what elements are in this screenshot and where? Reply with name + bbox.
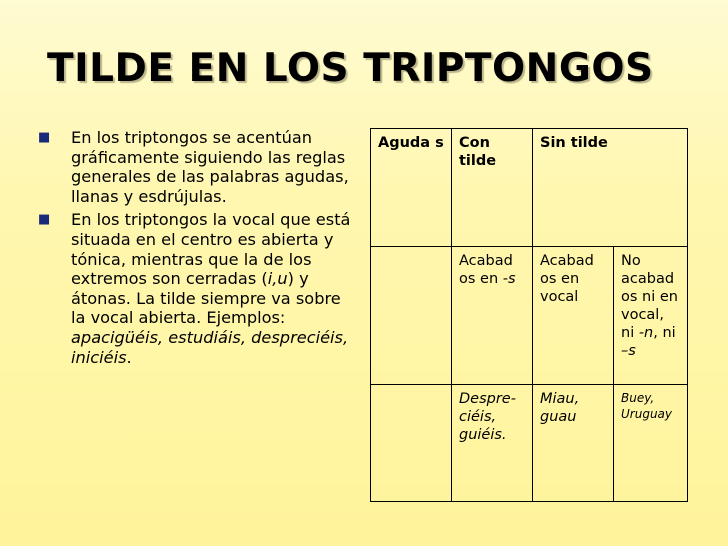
table-row [371, 247, 688, 385]
square-bullet-icon [38, 213, 50, 226]
cell-text-italic: Buey, Uruguay [621, 391, 672, 421]
cell-text-italic: -n [638, 325, 654, 341]
cell-text-italic: Despre- ciéis, guiéis. [459, 391, 516, 443]
bullet-2-text-part2: ) y átonas. La tilde siempre va sobre la vocal abierta. Ejemplos: [71, 269, 341, 328]
cell-empty [371, 247, 452, 385]
cell-text: No acabad os ni en vocal, ni [621, 253, 678, 341]
cell-sin-tilde: Sin tilde [533, 129, 688, 247]
triptongos-table [370, 128, 688, 502]
square-bullet-icon [38, 131, 50, 144]
cell-text: , ni [653, 325, 676, 341]
cell-con-tilde: Con tilde [452, 129, 533, 247]
cell-acabados-en-vocal: Acabad os en vocal [533, 247, 614, 385]
cell-acabados-en-s [452, 247, 533, 385]
cell-empty [371, 385, 452, 502]
bullet-item-2 [38, 210, 360, 367]
bullet-2-vowels: i,u [267, 269, 288, 289]
cell-buey-uruguay [614, 385, 688, 502]
bullet-2-end: . [126, 347, 132, 367]
cell-text-italic: –s [621, 343, 636, 359]
table-row [371, 129, 688, 247]
bullet-item-1 [38, 128, 360, 206]
bullet-1-text: En los triptongos se acentúan gráficamente siguiendo las reglas generales de las palabras agudas, llanas y esdrújulas. [71, 128, 349, 206]
slide-title: TILDE EN LOS TRIPTONGOS [47, 46, 654, 91]
table-row [371, 385, 688, 502]
cell-text: Acabad os en [459, 253, 513, 287]
cell-miau-guau [533, 385, 614, 502]
bullet-2-text-part1: En los triptongos la vocal que está situada en el centro es abierta y tónica, mientras que la de los extremos son cerradas ( [71, 210, 351, 289]
bullet-2-examples: apacigüéis, estudiáis, despreciéis, iniciéis [71, 327, 349, 367]
cell-agudas: Aguda s [371, 129, 452, 247]
cell-despreciéis [452, 385, 533, 502]
cell-text-italic: -s [502, 271, 516, 287]
bullet-list [38, 128, 360, 371]
cell-no-acabados [614, 247, 688, 385]
cell-text-italic: Miau, guau [540, 391, 580, 425]
